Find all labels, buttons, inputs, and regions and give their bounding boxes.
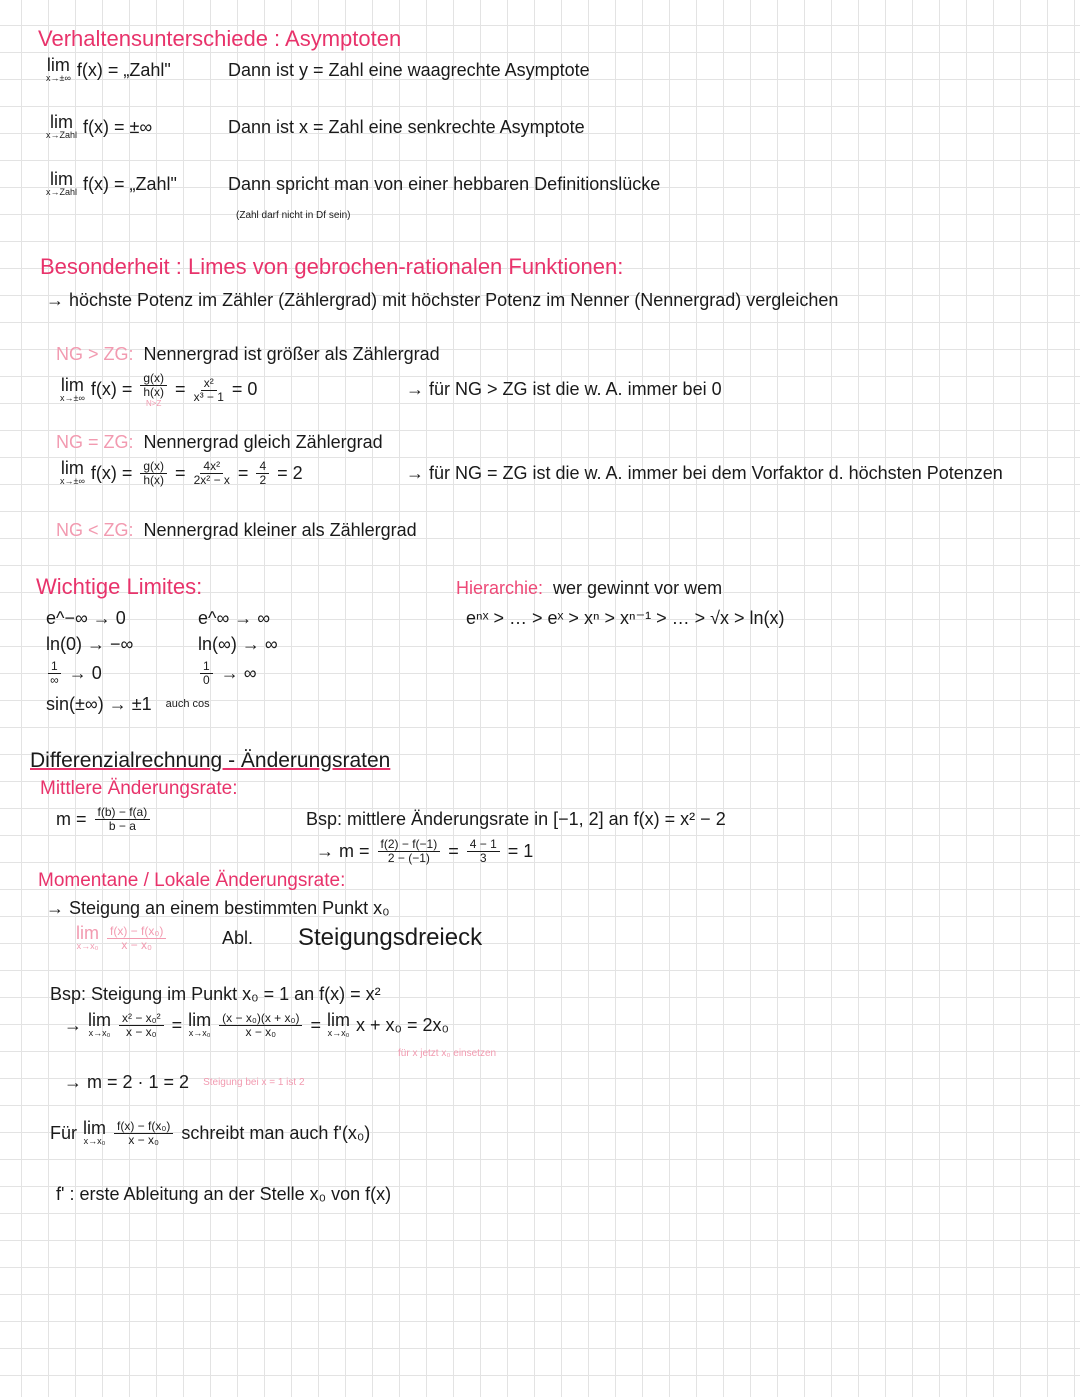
note: (Zahl darf nicht in Df sein) bbox=[236, 210, 351, 221]
lim-subscript: x→Zahl bbox=[46, 187, 78, 197]
mittlere-row bbox=[56, 806, 726, 833]
limit-row bbox=[46, 694, 210, 716]
momentane-formula: lim x→x₀ $\frac{\text{f(x) − f(x₀)}}{\text{x − x₀}}$ bbox=[76, 925, 206, 952]
case-tag: NG < ZG: bbox=[56, 520, 134, 540]
mittlere-calc: → m = $\frac{f(2) - f(-1)}{2 - (-1)}$ = $\frac{4 - 1}{3}$ = 1 bbox=[316, 837, 534, 865]
lim-label: lim bbox=[50, 112, 73, 132]
case-ng-less bbox=[56, 520, 417, 542]
ableitung-definition: f' : erste Ableitung an der Stelle x₀ von f(x) bbox=[56, 1184, 392, 1204]
case-header bbox=[56, 432, 383, 454]
section-title-differenzial: Differenzialrechnung - Änderungsraten bbox=[30, 749, 391, 772]
case-formula-row bbox=[60, 460, 1003, 487]
case-tag: NG = ZG: bbox=[56, 432, 134, 452]
steigungsdreieck-label: Steigungsdreieck bbox=[298, 924, 483, 951]
asymptote-row bbox=[46, 169, 661, 197]
beispiel-title: Bsp: Steigung im Punkt x₀ = 1 an f(x) = x² bbox=[50, 984, 381, 1004]
momentane-row bbox=[76, 924, 482, 953]
limit-row bbox=[46, 660, 257, 687]
limit-item: e^∞ → ∞ bbox=[198, 608, 271, 628]
intro-text: → höchste Potenz im Zähler (Zählergrad) mit höchster Potenz im Nenner (Nennergrad) vergleichen bbox=[46, 290, 839, 310]
lim-label: lim bbox=[46, 55, 70, 75]
abl-label: Abl. bbox=[222, 927, 254, 948]
limit-item: $\frac{1}{0}$ → ∞ bbox=[198, 660, 257, 687]
lim-subscript: x→±∞ bbox=[46, 73, 71, 83]
case-conclusion: → für NG > ZG ist die w. A. immer bei 0 bbox=[406, 379, 722, 400]
case-formula: lim x→±∞ f(x) = g(x) h(x) N>Z = $\frac{\text{x²}}{\text{x³ − 1}}$ = 0 bbox=[60, 371, 258, 408]
case-tag: NG > ZG: bbox=[56, 344, 134, 364]
lim-expression: f(x) = ±∞ bbox=[83, 116, 153, 137]
limit-item: ln(0) → −∞ bbox=[46, 634, 134, 654]
beispiel-m-row bbox=[64, 1072, 305, 1094]
case-description: Nennergrad ist größer als Zählergrad bbox=[143, 344, 440, 364]
momentane-title: Momentane / Lokale Änderungsrate: bbox=[38, 870, 346, 891]
lim-expression: f(x) = „Zahl" bbox=[83, 173, 177, 194]
beispiel-hint: für x jetzt x₀ einsetzen bbox=[398, 1048, 497, 1059]
limit-item: ln(∞) → ∞ bbox=[198, 634, 278, 654]
momentane-desc: → Steigung an einem bestimmten Punkt x₀ bbox=[46, 898, 390, 918]
lim-expression: f(x) = „Zahl" bbox=[76, 59, 171, 80]
section-title-limites: Wichtige Limites: bbox=[36, 574, 203, 599]
section-title-asymptoten: Verhaltensunterschiede : Asymptoten bbox=[38, 26, 402, 51]
case-conclusion: → für NG = ZG ist die w. A. immer bei dem Vorfaktor d. höchsten Potenzen bbox=[406, 462, 1003, 483]
hierarchie-formula: eⁿˣ > … > eˣ > xⁿ > xⁿ⁻¹ > … > √x > ln(x) bbox=[466, 608, 785, 628]
fuer-line: Für lim x→x₀ $\frac{\text{f(x) − f(x₀)}}{\text{x − x₀}}$ schreibt man auch f'(x₀) bbox=[50, 1118, 371, 1147]
limit-row bbox=[46, 608, 270, 630]
limit-note: auch cos bbox=[165, 698, 210, 711]
asymptote-text: Dann ist y = Zahl eine waagrechte Asymptote bbox=[228, 59, 590, 80]
asymptote-row bbox=[46, 112, 585, 140]
section-title-besonderheit: Besonderheit : Limes von gebrochen-rationalen Funktionen: bbox=[40, 254, 624, 279]
case-description: Nennergrad gleich Zählergrad bbox=[143, 432, 383, 452]
limit-row bbox=[46, 634, 278, 656]
beispiel-m-line: → m = 2 · 1 = 2 bbox=[64, 1072, 190, 1092]
hierarchie-subtitle: wer gewinnt vor wem bbox=[553, 578, 723, 598]
limit-item: sin(±∞) → ±1 bbox=[46, 694, 152, 714]
mittlere-title: Mittlere Änderungsrate: bbox=[40, 778, 238, 799]
case-description: Nennergrad kleiner als Zählergrad bbox=[143, 520, 417, 540]
hierarchie-header bbox=[456, 578, 722, 600]
mittlere-formula: m = $\frac{f(b) - f(a)}{b - a}$ bbox=[56, 806, 300, 833]
lim-subscript: x→Zahl bbox=[46, 130, 78, 140]
beispiel-calc: → lim x→x₀ $\frac{\text{x² − x₀²}}{\text{x − x₀}}$ = lim x→x₀ $\frac{\text{(x − x₀)(x + x₀)}}{\text{x − x₀}}$ = lim x→x₀ x + x₀ = 2x₀ bbox=[64, 1010, 449, 1039]
hierarchie-title: Hierarchie: bbox=[456, 578, 544, 598]
lim-label: lim bbox=[50, 169, 73, 189]
case-header bbox=[56, 344, 440, 366]
mittlere-example: Bsp: mittlere Änderungsrate in [−1, 2] an f(x) = x² − 2 bbox=[306, 808, 726, 829]
asymptote-text: Dann ist x = Zahl eine senkrechte Asymptote bbox=[228, 116, 585, 137]
beispiel-m-note: Steigung bei x = 1 ist 2 bbox=[203, 1076, 305, 1088]
limit-item: $\frac{1}{\infty}$ → 0 bbox=[46, 660, 192, 687]
asymptote-text: Dann spricht man von einer hebbaren Definitionslücke bbox=[228, 173, 661, 194]
limit-item: e^−∞ → 0 bbox=[46, 608, 126, 628]
case-formula-row bbox=[60, 372, 722, 408]
case-formula: lim x→±∞ f(x) = $\frac{g(x)}{h(x)}$ = $\frac{\text{4x²}}{\text{2x² − x}}$ = $\frac{4}{2}$ = 2 bbox=[60, 458, 303, 487]
asymptote-row bbox=[46, 55, 590, 83]
